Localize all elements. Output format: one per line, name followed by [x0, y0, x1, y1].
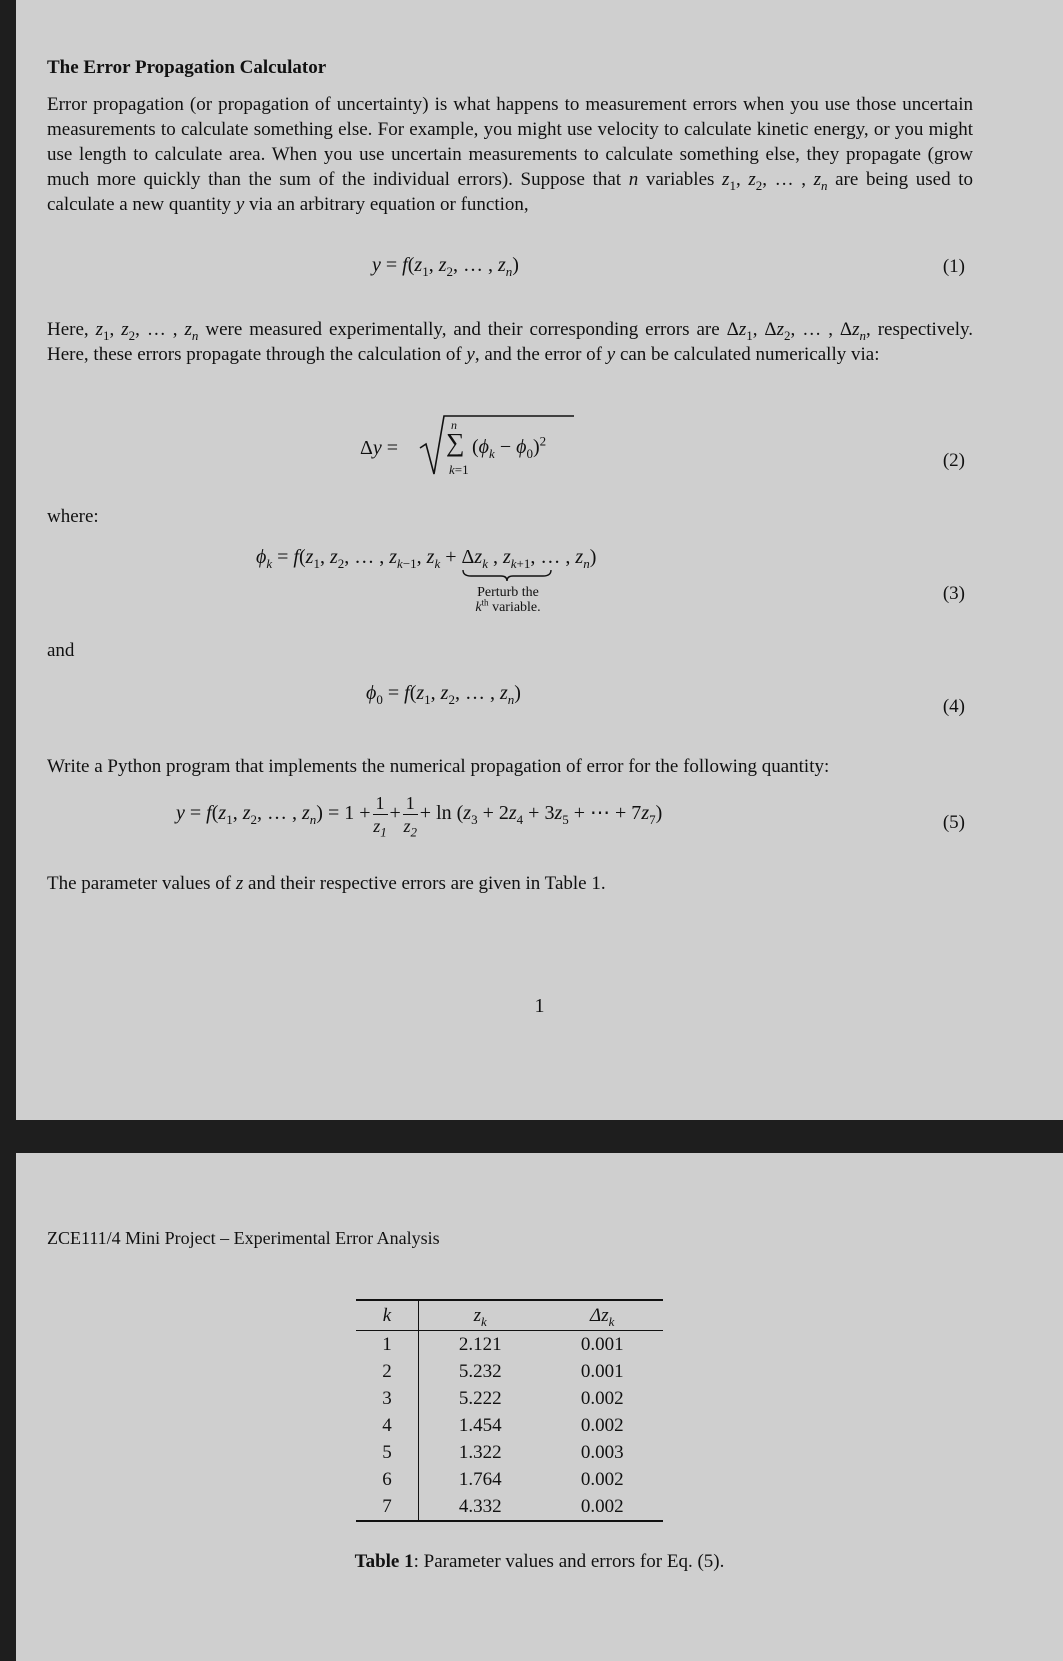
brace-annotation: Perturb the $k^{th}$ variable.: [475, 585, 541, 615]
table-caption: Table 1: Parameter values and errors for Eq. (5).: [354, 1551, 725, 1572]
cell-z: 4.332: [458, 1496, 502, 1517]
table-row: [356, 1385, 663, 1412]
table-row: [356, 1466, 663, 1493]
table-row: [356, 1358, 663, 1385]
cell-z: 2.121: [458, 1334, 502, 1355]
cell-k: 5: [356, 1439, 419, 1466]
table-row: [356, 1493, 663, 1521]
errors-paragraph: Here, $z_1$, $z_2$, … , $z_n$ were measured experimentally, and their corresponding errors are $\Delta z_1$, $\Delta z_2$, … , $\Delta z_n$, respectively. Here, these errors propagate through the calculation of y, and the error of y can be calculated numerically via:: [47, 319, 974, 365]
table-row: [356, 1439, 663, 1466]
cell-z: 1.764: [458, 1469, 502, 1490]
equation-1-number: (1): [942, 256, 965, 277]
parameter-table: [356, 1299, 663, 1522]
table-header-row: [356, 1300, 663, 1331]
equation-4: $\phi_0 = f(z_1$, $z_2$, … , $z_n$): [366, 682, 521, 707]
cell-k: 3: [356, 1385, 419, 1412]
table-reference-paragraph: The parameter values of z and their respective errors are given in Table 1.: [47, 873, 606, 894]
cell-k: 2: [356, 1358, 419, 1385]
cell-dz: 0.002: [580, 1415, 624, 1436]
equation-5: $y = f(z_1$, $z_2$, … , $z_n) = 1$ + $\frac{1}{z_1}$ + $\frac{1}{z_2}$ + $\ln (z_3 + 2z_4 + 3z_5$ + ⋯ + $7z_7$): [176, 793, 663, 840]
sum-term: $(\phi_k - \phi_0)^2$: [472, 433, 547, 461]
column-header-dz: $\Delta z_k$: [541, 1300, 663, 1331]
cell-dz: 0.002: [580, 1388, 624, 1409]
cell-z: 5.222: [458, 1388, 502, 1409]
equation-2-lhs: Δy =: [360, 437, 399, 459]
cell-k: 1: [356, 1331, 419, 1359]
cell-k: 6: [356, 1466, 419, 1493]
cell-dz: 0.002: [580, 1496, 624, 1517]
table-row: [356, 1412, 663, 1439]
equation-3: $\phi_k = f(z_1$, $z_2$, … , $z_{k-1}$, $z_k + \Delta z_k$ , $z_{k+1}$, … , $z_n$): [256, 546, 597, 571]
column-header-z: $z_k$: [419, 1300, 542, 1331]
document-title: The Error Propagation Calculator: [47, 57, 327, 78]
cell-k: 7: [356, 1493, 419, 1521]
document-page-1: [16, 0, 1063, 1120]
cell-z: 1.454: [458, 1415, 502, 1436]
equation-3-number: (3): [942, 583, 965, 604]
where-label: where:: [47, 506, 99, 527]
running-header: ZCE111/4 Mini Project – Experimental Error Analysis: [47, 1228, 440, 1248]
document-page-2: [16, 1153, 1063, 1661]
table-row: [356, 1331, 663, 1359]
intro-paragraph: Error propagation (or propagation of uncertainty) is what happens to measurement errors when you use those uncertain measurements to calculate something else. For example, you might use velocity to calculate kinetic energy, or you might use length to calculate area. When you use uncertain measurements to calculate something else, they propagate (grow much more quickly than the sum of the individual errors). Suppose that n variables $z_1$, $z_2$, … , $z_n$ are being used to calculate a new quantity y via an arbitrary equation or function,: [47, 94, 974, 215]
task-paragraph: Write a Python program that implements the numerical propagation of error for the following quantity:: [47, 756, 830, 777]
cell-dz: 0.001: [580, 1334, 624, 1355]
equation-5-number: (5): [942, 812, 965, 833]
sum-lower-limit: k=1: [449, 462, 469, 477]
cell-z: 1.322: [458, 1442, 502, 1463]
sum-sign: ∑: [446, 428, 465, 457]
equation-4-number: (4): [942, 696, 965, 717]
sum-upper-limit: n: [451, 418, 457, 432]
cell-dz: 0.003: [580, 1442, 624, 1463]
cell-dz: 0.002: [580, 1469, 624, 1490]
cell-dz: 0.001: [580, 1361, 624, 1382]
equation-2-number: (2): [942, 450, 965, 471]
page-number: 1: [534, 995, 545, 1017]
equation-1: $y = f(z_1$, $z_2$, … , $z_n$): [372, 254, 519, 279]
column-header-k: k: [356, 1300, 419, 1331]
underbrace: [461, 568, 553, 582]
and-label: and: [47, 640, 75, 661]
cell-z: 5.232: [458, 1361, 502, 1382]
cell-k: 4: [356, 1412, 419, 1439]
